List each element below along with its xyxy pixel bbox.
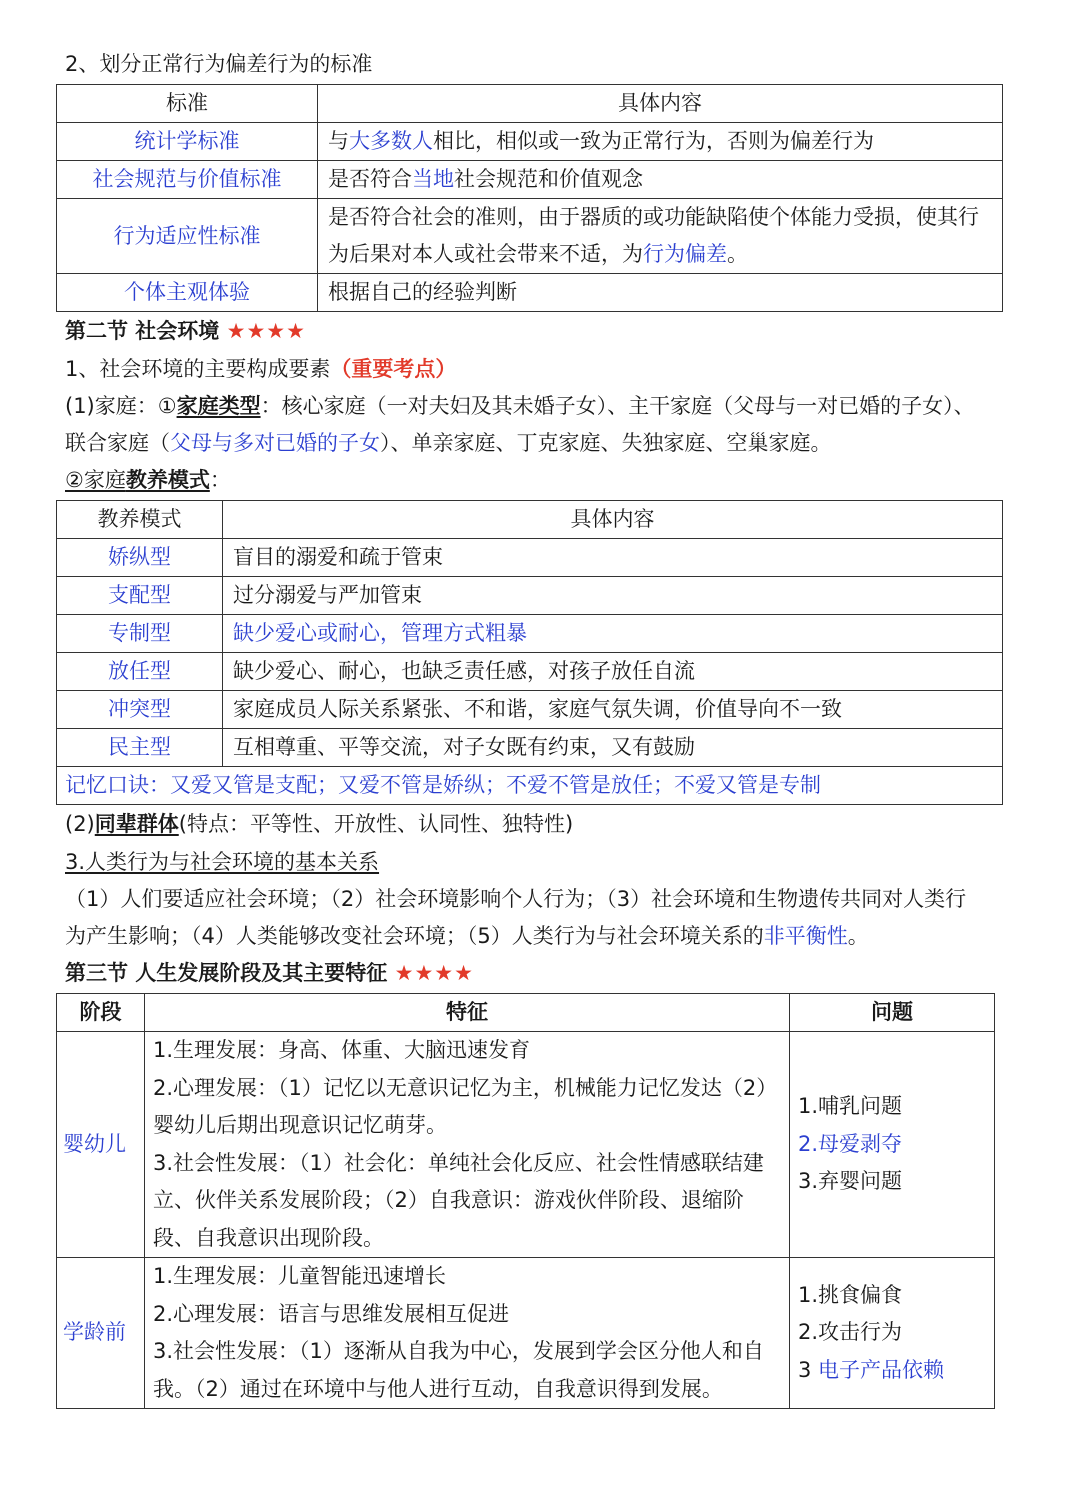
paragraph-family-types: (1)家庭：①家庭类型：核心家庭（一对夫妇及其未婚子女）、主干家庭（父母与一对已婚的子女）、 (65, 394, 975, 418)
table-header-row (57, 994, 995, 1032)
table-row (57, 577, 1003, 615)
mode-name: 娇纵型 (57, 539, 223, 577)
standard-content: 与大多数人相比，相似或一致为正常行为，否则为偏差行为 (318, 123, 1003, 161)
table-header-row (57, 85, 1003, 123)
header-stage: 阶段 (57, 994, 145, 1032)
standard-content: 是否符合社会的准则，由于器质的或功能缺陷使个体能力受损，使其行 为后果对本人或社会带来不适，为行为偏差。 (318, 199, 1003, 274)
header-standard: 标准 (57, 85, 318, 123)
mode-content: 缺少爱心或耐心，管理方式粗暴 (223, 615, 1003, 653)
paragraph-components: 1、社会环境的主要构成要素（重要考点） (65, 357, 457, 381)
mode-name: 民主型 (57, 729, 223, 767)
mode-name: 冲突型 (57, 691, 223, 729)
table-row (57, 1032, 995, 1258)
stage-problems: 1.哺乳问题 2.母爱剥夺 3.弃婴问题 (790, 1032, 995, 1258)
table-row (57, 1258, 995, 1409)
stage-features: 1.生理发展：身高、体重、大脑迅速发育 2.心理发展：（1）记忆以无意识记忆为主，机械能力记忆发达（2）婴幼儿后期出现意识记忆萌芽。 3.社会性发展：（1）社会化：单纯社会化反应、社会性情感联结建立、伙伴关系发展阶段；（2）自我意识：游戏伙伴阶段、退缩阶段、自我意识出现阶段。 (145, 1032, 790, 1258)
mnemonic-row (57, 767, 1003, 805)
standards-table (56, 84, 1003, 312)
header-mode: 教养模式 (57, 501, 223, 539)
stage-features: 1.生理发展：儿童智能迅速增长 2.心理发展：语言与思维发展相互促进 3.社会性发展：（1）逐渐从自我为中心，发展到学会区分他人和自我。（2）通过在环境中与他人进行互动，自我意识得到发展。 (145, 1258, 790, 1409)
table-row (57, 161, 1003, 199)
stage-problems: 1.挑食偏食 2.攻击行为 3 电子产品依赖 (790, 1258, 995, 1409)
table-row (57, 615, 1003, 653)
mode-content: 盲目的溺爱和疏于管束 (223, 539, 1003, 577)
header-features: 特征 (145, 994, 790, 1032)
mode-name: 支配型 (57, 577, 223, 615)
stage-name: 学龄前 (57, 1258, 145, 1409)
table-row (57, 539, 1003, 577)
standard-content: 是否符合当地社会规范和价值观念 (318, 161, 1003, 199)
header-content: 具体内容 (318, 85, 1003, 123)
standard-name: 统计学标准 (57, 123, 318, 161)
rating-stars: ★★★★ (226, 319, 306, 343)
header-content: 具体内容 (223, 501, 1003, 539)
standard-name: 个体主观体验 (57, 274, 318, 312)
paragraph-relationship-2: 为产生影响；（4）人类能够改变社会环境；（5）人类行为与社会环境关系的非平衡性。 (65, 924, 869, 948)
standard-name: 社会规范与价值标准 (57, 161, 318, 199)
table-row (57, 199, 1003, 274)
table-row (57, 274, 1003, 312)
standard-content: 根据自己的经验判断 (318, 274, 1003, 312)
key-point-label: （重要考点） (330, 357, 457, 381)
section-title-life-stages: 第三节 人生发展阶段及其主要特征 ★★★★ (65, 961, 474, 985)
mode-content: 互相尊重、平等交流，对子女既有约束，又有鼓励 (223, 729, 1003, 767)
rating-stars: ★★★★ (394, 961, 474, 985)
section-heading-relationship: 3.人类行为与社会环境的基本关系 (65, 850, 380, 874)
table-header-row (57, 501, 1003, 539)
table-row (57, 729, 1003, 767)
mnemonic: 记忆口诀：又爱又管是支配；又爱不管是娇纵；不爱不管是放任；不爱又管是专制 (57, 767, 1003, 805)
standard-name: 行为适应性标准 (57, 199, 318, 274)
stage-name: 婴幼儿 (57, 1032, 145, 1258)
mode-name: 专制型 (57, 615, 223, 653)
table-row (57, 123, 1003, 161)
header-problems: 问题 (790, 994, 995, 1032)
section-title-social-env: 第二节 社会环境 ★★★★ (65, 319, 306, 343)
mode-content: 过分溺爱与严加管束 (223, 577, 1003, 615)
table-row (57, 691, 1003, 729)
paragraph-peer-group: (2)同辈群体(特点：平等性、开放性、认同性、独特性) (65, 812, 574, 836)
life-stage-table (56, 993, 995, 1409)
paragraph-relationship-1: （1）人们要适应社会环境；（2）社会环境影响个人行为；（3）社会环境和生物遗传共同对人类行 (65, 887, 967, 911)
mode-content: 家庭成员人际关系紧张、不和谐，家庭气氛失调，价值导向不一致 (223, 691, 1003, 729)
paragraph-parenting: ②家庭教养模式： (65, 468, 231, 492)
parenting-table (56, 500, 1003, 805)
table-row (57, 653, 1003, 691)
mode-content: 缺少爱心、耐心，也缺乏责任感，对孩子放任自流 (223, 653, 1003, 691)
section-heading-standards: 2、划分正常行为偏差行为的标准 (65, 52, 373, 76)
mode-name: 放任型 (57, 653, 223, 691)
paragraph-family-types-cont: 联合家庭（父母与多对已婚的子女）、单亲家庭、丁克家庭、失独家庭、空巢家庭。 (65, 431, 832, 455)
